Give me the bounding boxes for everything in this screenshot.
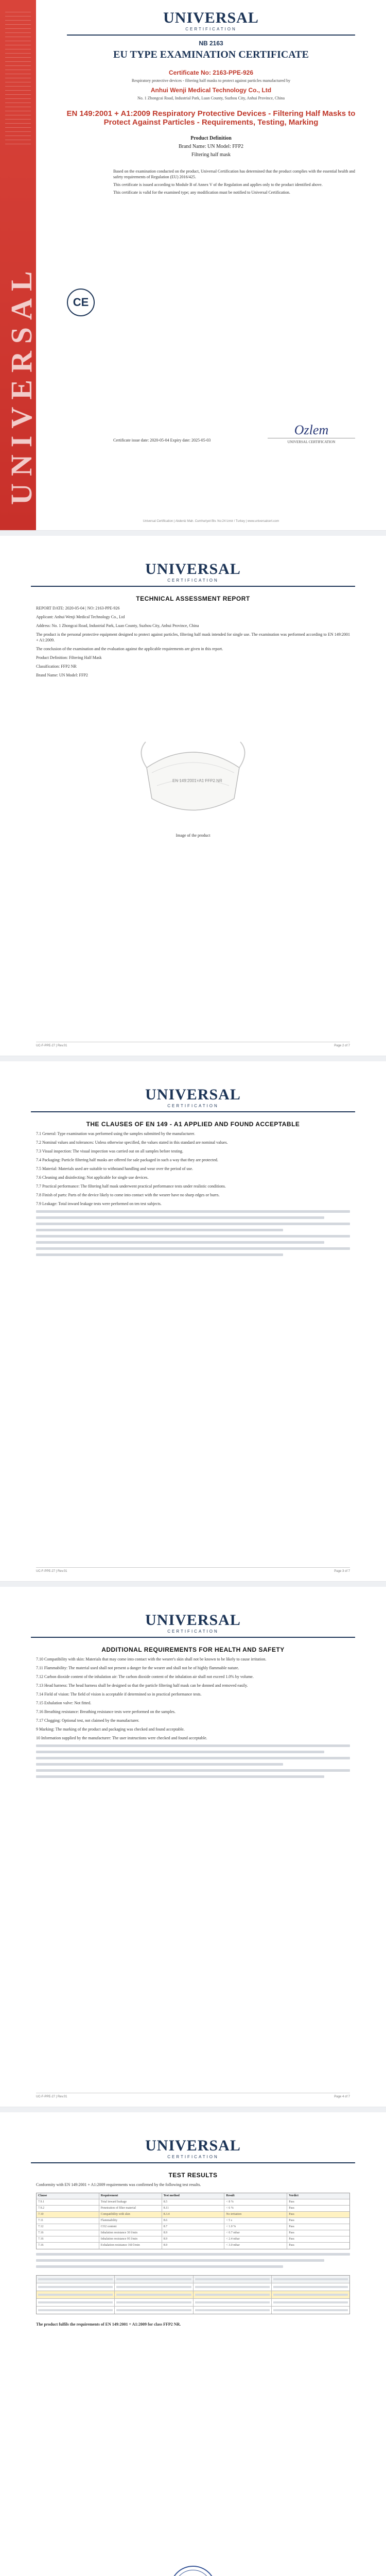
table-cell: Pass bbox=[289, 2231, 294, 2234]
brand-model: Brand Name: UN Model: FFP2 bbox=[36, 673, 88, 677]
table-cell: Pass bbox=[289, 2238, 294, 2241]
signature: Ozlem bbox=[294, 422, 329, 437]
brand-logo: UNIVERSAL bbox=[163, 9, 259, 26]
table-header-cell: Requirement bbox=[99, 2193, 162, 2199]
table-cell: Inhalation resistance 95 l/min bbox=[99, 2236, 162, 2242]
table-cell: 7.11 bbox=[37, 2218, 99, 2224]
table-row bbox=[37, 2224, 349, 2230]
table-cell: Pass bbox=[289, 2207, 294, 2210]
clause-paragraph: 7.15 Exhalation valve: Not fitted. bbox=[36, 1701, 92, 1705]
clause-paragraph: 7.1 General: Type examination was performed using the samples submitted by the manufacturer. bbox=[36, 1131, 195, 1136]
table-cell: 8.5 bbox=[162, 2199, 225, 2205]
page-footer bbox=[36, 1042, 350, 1047]
clause-paragraph: 7.11 Flammability: The material used shall not present a danger for the wearer and shall not be of highly flammable nature. bbox=[36, 1666, 239, 1670]
table-cell: 8.11 bbox=[162, 2206, 225, 2211]
clause-paragraph: 7.4 Packaging: Particle filtering half masks are offered for sale packaged in such a way that they are protected. bbox=[36, 1158, 218, 1162]
brand-subtitle: CERTIFICATION bbox=[167, 2155, 219, 2159]
header-rule bbox=[31, 1111, 355, 1112]
table-cell: 8.7 bbox=[162, 2224, 225, 2230]
table-header-cell: Result bbox=[224, 2193, 287, 2199]
issue-date: Certificate issue date: 2020-05-04 Expiry date: 2025-05-03 bbox=[113, 438, 211, 443]
footer-page: Page 3 of 7 bbox=[334, 1570, 350, 1573]
signature-block bbox=[268, 422, 355, 444]
conclusion-text: The product fulfils the requirements of EN 149:2001 + A1:2009 for class FFP2 NR. bbox=[36, 2322, 181, 2327]
header-rule bbox=[31, 586, 355, 587]
clause-paragraph: 7.12 Carbon dioxide content of the inhalation air: The carbon dioxide content of the inhalation air shall not exceed 1.0% by volume. bbox=[36, 1674, 254, 1679]
brand-subtitle: CERTIFICATION bbox=[167, 578, 219, 583]
table-row bbox=[37, 2206, 349, 2212]
table-cell: Inhalation resistance 30 l/min bbox=[99, 2230, 162, 2236]
table-header-cell: Test method bbox=[162, 2193, 225, 2199]
footer-form: UC-F-PPE-27 | Rev.01 bbox=[36, 2095, 67, 2098]
table-row bbox=[37, 2218, 349, 2224]
applicant: Applicant: Anhui Wenji Medical Technology Co., Ltd bbox=[36, 615, 125, 619]
assessment-page bbox=[0, 536, 386, 1056]
footer-page: Page 4 of 7 bbox=[334, 2095, 350, 2098]
table-row bbox=[37, 2230, 349, 2236]
table-cell: 7.12 bbox=[37, 2224, 99, 2230]
header-rule bbox=[31, 2162, 355, 2163]
table-cell: 7.10 bbox=[37, 2212, 99, 2217]
table-row bbox=[37, 2236, 349, 2243]
table-cell: Penetration of filter material bbox=[99, 2206, 162, 2211]
bullet-2: This certificate is issued according to Module B of Annex V of the Regulation and applies only to the product identified above. bbox=[113, 182, 323, 187]
results-table bbox=[36, 2193, 350, 2249]
clause-paragraph: 7.2 Nominal values and tolerances: Unless otherwise specified, the values stated in this standard are nominal values. bbox=[36, 1140, 228, 1145]
certificate-bullets bbox=[113, 168, 360, 195]
svg-text:EN 149:2001+A1 FFP2 NR: EN 149:2001+A1 FFP2 NR bbox=[172, 778, 222, 783]
page-title: ADDITIONAL REQUIREMENTS FOR HEALTH AND SAFETY bbox=[101, 1646, 285, 1653]
table-cell: < 5 s bbox=[224, 2218, 287, 2224]
table-cell: < 6 % bbox=[224, 2206, 287, 2211]
table-cell: 7.16 bbox=[37, 2243, 99, 2249]
red-side-band bbox=[0, 0, 36, 531]
table-cell: < 1.0 % bbox=[224, 2224, 287, 2230]
product-definition-label: Product Definition bbox=[190, 135, 232, 141]
table-header-row bbox=[37, 2193, 349, 2199]
regulation-text: Respiratory protective devices - filtering half masks to protect against particles manufactured by bbox=[131, 78, 291, 83]
clause-paragraph: 7.13 Head harness: The head harness shall be designed so that the particle filtering half mask can be donned and removed easily. bbox=[36, 1683, 248, 1688]
table-row bbox=[37, 2243, 349, 2249]
bullet-3: This certificate is valid for the examined type; any modification must be notified to Universal Certification. bbox=[113, 190, 290, 195]
header-rule bbox=[67, 35, 355, 36]
ce-mark-icon: CE bbox=[67, 289, 95, 316]
table-cell: Pass bbox=[289, 2213, 294, 2216]
standard-line: EN 149:2001 + A1:2009 Respiratory Protective Devices - Filtering Half Masks to Protect Against Particles - Requirements, Testing, Marking bbox=[66, 109, 356, 127]
bullet-1: Based on the examination conducted on the product, Universal Certification has determined that the product complies with the essential health and safety requirements of Regulation (EU) 2016/425. bbox=[113, 169, 355, 179]
clause-paragraph: 7.5 Material: Materials used are suitable to withstand handling and wear over the period of use. bbox=[36, 1166, 194, 1171]
table-cell: Pass bbox=[289, 2225, 294, 2228]
table-row bbox=[37, 2212, 349, 2218]
table-cell: 8.9 bbox=[162, 2236, 225, 2242]
page-title: THE CLAUSES OF EN 149 - A1 APPLIED AND FOUND ACCEPTABLE bbox=[86, 1121, 300, 1128]
clause-paragraph: 7.9 Leakage: Total inward leakage tests were performed on ten test subjects. bbox=[36, 1201, 162, 1206]
certificate-title: EU TYPE EXAMINATION CERTIFICATE bbox=[113, 49, 309, 60]
brand-header bbox=[0, 1087, 386, 1112]
table-cell: 8.9 bbox=[162, 2230, 225, 2236]
body-paragraph-1: The product is the personal protective equipment designed to protect against particles, filtering half mask intended for single use. The examination was performed according to EN 149:2001 + A1:2009. bbox=[36, 632, 350, 642]
table-cell: Pass bbox=[289, 2200, 294, 2204]
brand-header bbox=[36, 10, 386, 36]
clause-paragraph: 7.10 Compatibility with skin: Materials that may come into contact with the wearer's skin shall not be known to be likely to cause irritation. bbox=[36, 1657, 267, 1662]
table-row bbox=[37, 2199, 349, 2206]
brand-logo: UNIVERSAL bbox=[145, 561, 241, 578]
clause-paragraph: 7.3 Visual inspection: The visual inspection was carried out on all samples before testing. bbox=[36, 1149, 184, 1154]
table-cell: < 0.7 mbar bbox=[224, 2230, 287, 2236]
signer-name: UNIVERSAL CERTIFICATION bbox=[268, 438, 355, 444]
product-definition: Product Definition: Filtering Half Mask bbox=[36, 655, 102, 660]
clause-paragraph: 7.17 Clogging: Optional test, not claimed by the manufacturer. bbox=[36, 1718, 139, 1723]
brand-header bbox=[0, 562, 386, 587]
clause-paragraph: 7.7 Practical performance: The filtering half mask underwent practical performance tests under realistic conditions. bbox=[36, 1184, 226, 1189]
table-cell: 7.9.1 bbox=[37, 2199, 99, 2205]
table-cell: 7.16 bbox=[37, 2230, 99, 2236]
table-cell: 7.16 bbox=[37, 2236, 99, 2242]
clauses-page bbox=[0, 1061, 386, 1582]
brand-header bbox=[0, 1613, 386, 1638]
table-cell: Total inward leakage bbox=[99, 2199, 162, 2205]
page-title: TEST RESULTS bbox=[168, 2172, 218, 2179]
body-paragraph-2: The conclusion of the examination and the evaluation against the applicable requirements are given in this report. bbox=[36, 647, 223, 651]
clause-paragraph: 7.8 Finish of parts: Parts of the device likely to come into contact with the wearer have no sharp edges or burrs. bbox=[36, 1193, 220, 1197]
table-cell: 7.9.2 bbox=[37, 2206, 99, 2211]
ce-stamp-icon bbox=[170, 2566, 216, 2576]
table-cell: Pass bbox=[289, 2244, 294, 2247]
table-cell: Pass bbox=[289, 2219, 294, 2222]
test-results-page bbox=[0, 2112, 386, 2576]
table-header-cell: Verdict bbox=[287, 2193, 349, 2199]
table-cell: 8.9 bbox=[162, 2243, 225, 2249]
table-cell: < 8 % bbox=[224, 2199, 287, 2205]
brand-subtitle: CERTIFICATION bbox=[185, 27, 237, 31]
page-title: TECHNICAL ASSESSMENT REPORT bbox=[136, 595, 250, 602]
report-number: REPORT DATE: 2020-05-04 | NO: 2163-PPE-926 bbox=[36, 606, 120, 611]
clause-paragraph: 7.16 Breathing resistance: Breathing resistance tests were performed on the samples. bbox=[36, 1709, 176, 1714]
brand-logo: UNIVERSAL bbox=[145, 1612, 241, 1629]
notified-body-number: NB 2163 bbox=[199, 40, 223, 47]
table-cell: Exhalation resistance 160 l/min bbox=[99, 2243, 162, 2249]
table-cell: Flammability bbox=[99, 2218, 162, 2224]
intro-text: Conformity with EN 149:2001 + A1:2009 requirements was confirmed by the following test results. bbox=[36, 2182, 201, 2187]
mask-product-image bbox=[136, 721, 250, 824]
band-vertical-text: UNIVERSAL bbox=[5, 264, 38, 505]
header-rule bbox=[31, 1637, 355, 1638]
brand-subtitle: CERTIFICATION bbox=[167, 1629, 219, 1634]
page-footer bbox=[36, 2093, 350, 2098]
classification: Classification: FFP2 NR bbox=[36, 664, 77, 669]
image-caption: Image of the product bbox=[176, 833, 210, 838]
table-cell: 8.6 bbox=[162, 2218, 225, 2224]
footer-form: UC-F-PPE-27 | Rev.01 bbox=[36, 1044, 67, 1047]
table-cell: < 2.4 mbar bbox=[224, 2236, 287, 2242]
brand-logo: UNIVERSAL bbox=[145, 2137, 241, 2154]
table-cell: Compatibility with skin bbox=[99, 2212, 162, 2217]
certificate-number: Certificate No: 2163-PPE-926 bbox=[168, 69, 254, 76]
company-name: Anhui Wenji Medical Technology Co., Ltd bbox=[150, 87, 272, 94]
footer-page: Page 2 of 7 bbox=[334, 1044, 350, 1047]
certificate-page bbox=[0, 0, 386, 531]
table-cell: < 3.0 mbar bbox=[224, 2243, 287, 2249]
secondary-table bbox=[36, 2275, 350, 2314]
page-footer bbox=[36, 1567, 350, 1573]
table-cell: 8.3.4 bbox=[162, 2212, 225, 2217]
page-footer: Universal Certification | Akdeniz Mah. Cumhuriyet Blv. No:24 Izmir / Turkey | www.universalcert.com bbox=[143, 520, 279, 523]
product-name: Brand Name: UN Model: FFP2 bbox=[178, 144, 244, 149]
clause-paragraph: 9 Marking: The marking of the product and packaging was checked and found acceptable. bbox=[36, 1727, 185, 1732]
clause-paragraph: 7.14 Field of vision: The field of vision is acceptable if determined so in practical performance tests. bbox=[36, 1692, 202, 1697]
brand-logo: UNIVERSAL bbox=[145, 1086, 241, 1103]
clause-paragraph: 7.6 Cleaning and disinfecting: Not applicable for single use devices. bbox=[36, 1175, 149, 1180]
table-cell: CO2 content bbox=[99, 2224, 162, 2230]
brand-subtitle: CERTIFICATION bbox=[167, 1104, 219, 1108]
brand-header bbox=[0, 2138, 386, 2163]
applicant-address: Address: No. 1 Zhongcai Road, Industrial Park, Luan County, Suzhou City, Anhui Province, China bbox=[36, 623, 199, 628]
table-cell: No irritation bbox=[224, 2212, 287, 2217]
clause-paragraph: 10 Information supplied by the manufacturer: The user instructions were checked and found acceptable. bbox=[36, 1736, 207, 1740]
product-class: Filtering half mask bbox=[191, 152, 231, 158]
table-header-cell: Clause bbox=[37, 2193, 99, 2199]
additional-requirements-page bbox=[0, 1587, 386, 2107]
company-address: No. 1 Zhongcai Road, Industrial Park, Luan County, Suzhou City, Anhui Province, China bbox=[137, 96, 285, 100]
footer-form: UC-F-PPE-27 | Rev.01 bbox=[36, 1570, 67, 1573]
